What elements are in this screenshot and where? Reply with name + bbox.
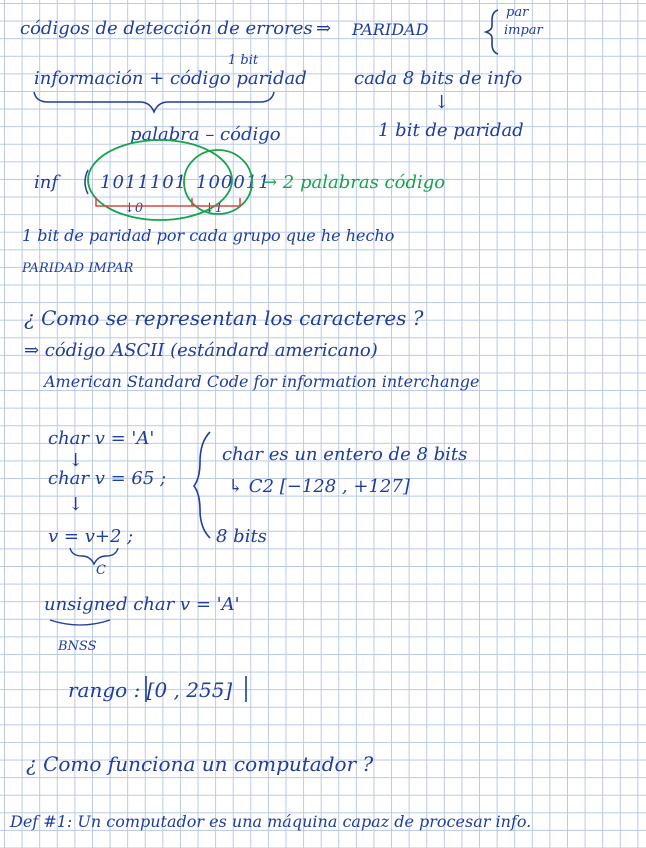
char-8bit-note: char es un entero de 8 bits xyxy=(222,444,468,465)
paridad-brace xyxy=(486,10,498,54)
eight-bits: 8 bits xyxy=(216,526,267,547)
one-bit-note: 1 bit xyxy=(228,53,259,68)
paridad-impar: PARIDAD IMPAR xyxy=(22,261,134,276)
unsigned-underline xyxy=(50,620,110,625)
bits-group-a: 1011101 xyxy=(100,172,188,193)
v-plus-two: v = v+2 ; xyxy=(48,526,134,547)
bnss-label: BNSS xyxy=(58,639,97,654)
ascii-expansion: American Standard Code for information interchange xyxy=(44,372,480,391)
impar-label: impar xyxy=(504,23,543,38)
inf-label: inf xyxy=(34,172,59,193)
palabra-codigo: palabra – código xyxy=(130,124,281,145)
paridad-label: PARIDAD xyxy=(352,20,429,39)
info-plus-parity: información + código paridad xyxy=(34,68,307,89)
one-parity-bit: 1 bit de paridad xyxy=(378,120,524,141)
inf-open-paren xyxy=(85,170,88,194)
v-plus-underbrace xyxy=(70,548,118,564)
info-underbrace xyxy=(34,92,274,112)
every-8-bits: cada 8 bits de info xyxy=(354,68,523,89)
c2-range: ↳ C2 [−128 , +127] xyxy=(228,476,410,497)
unsigned-char: unsigned char v = 'A' xyxy=(44,594,240,615)
c-mark: C xyxy=(96,563,106,578)
ascii-line: ⇒ código ASCII (estándard americano) xyxy=(24,340,378,361)
two-codewords: → 2 palabras código xyxy=(262,172,446,193)
char-v-65: char v = 65 ; xyxy=(48,468,167,489)
title-codigos-errores: códigos de detección de errores xyxy=(20,18,313,39)
parity-bit-mark-2: ↓1 xyxy=(204,201,224,216)
char-left-brace xyxy=(194,432,210,538)
parity-per-group: 1 bit de paridad por cada grupo que he hecho xyxy=(22,226,395,245)
down-arrow-2: ↓ xyxy=(68,494,84,515)
parity-bit-mark-1: ↓0 xyxy=(124,201,144,216)
rango-0-255: rango : [0 , 255] xyxy=(68,678,233,702)
question-computer: ¿ Como funciona un computador ? xyxy=(26,752,374,776)
question-characters: ¿ Como se representan los caracteres ? xyxy=(24,306,424,330)
definition-1: Def #1: Un computador es una máquina capaz de procesar info. xyxy=(10,812,532,831)
implies-arrow: ⇒ xyxy=(316,18,332,39)
par-label: par xyxy=(506,5,529,20)
down-arrow-right: ↓ xyxy=(434,92,450,113)
down-arrow-1: ↓ xyxy=(68,450,84,471)
bits-group-b: 100011 xyxy=(196,172,271,193)
char-v-a: char v = 'A' xyxy=(48,428,155,449)
